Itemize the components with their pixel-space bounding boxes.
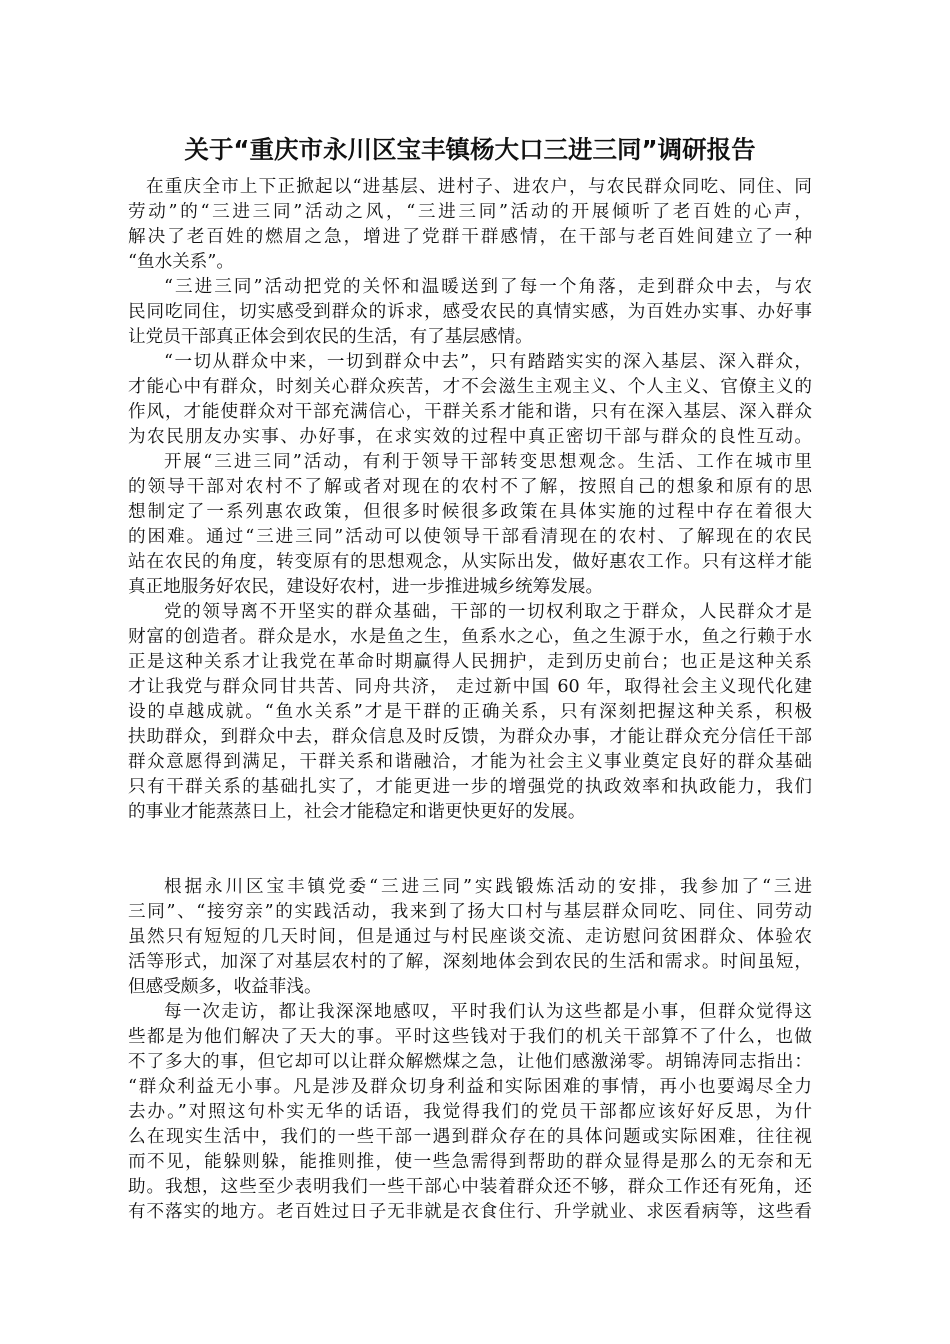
text-line: 活等形式，加深了对基层农村的了解，深刻地体会到农民的生活和需求。时间虽短， <box>128 952 812 972</box>
text-line: 党的领导离不开坚实的群众基础，干部的一切权利取之于群众，人民群众才是 <box>164 602 812 622</box>
paragraph-2 <box>128 275 812 350</box>
text-line: 在重庆全市上下正掀起以“进基层、进村子、进农户，与农民群众同吃、同住、同 <box>146 177 812 197</box>
text-line: 站在农民的角度，转变原有的思想观念，从实际出发，做好惠农工作。只有这样才能 <box>128 552 812 572</box>
text-line: 解决了老百姓的燃眉之急，增进了党群干群感情，在干部与老百姓间建立了一种 <box>128 227 812 247</box>
document-title: 关于“重庆市永川区宝丰镇杨大口三进三同”调研报告 <box>184 135 756 164</box>
text-line: 作风，才能使群众对干部充满信心，干群关系才能和谐，只有在深入基层、深入群众 <box>128 402 812 422</box>
text-line: 的领导干部对农村不了解或者对现在的农村不了解，按照自己的想象和原有的思 <box>128 477 812 497</box>
text-line: 真正地服务好农民，建设好农村，进一步推进城乡统筹发展。 <box>128 577 604 597</box>
text-line: 有不落实的地方。老百姓过日子无非就是衣食住行、升学就业、求医看病等，这些看 <box>128 1202 812 1222</box>
text-line: 虽然只有短短的几天时间，但是通过与村民座谈交流、走访慰问贫困群众、体验农 <box>128 927 812 947</box>
paragraph-5 <box>128 600 812 825</box>
paragraph-6 <box>128 875 812 1000</box>
text-line: “群众利益无小事。凡是涉及群众切身利益和实际困难的事情，再小也要竭尽全力 <box>128 1077 812 1097</box>
text-line: 民同吃同住，切实感受到群众的诉求，感受农民的真情实感，为百姓办实事、办好事 <box>128 302 812 322</box>
text-line: 的困难。通过“三进三同”活动可以使领导干部看清现在的农村、了解现在的农民 <box>128 527 812 547</box>
text-line: “鱼水关系”。 <box>128 252 234 272</box>
text-line: 设的卓越成就。“鱼水关系”才是干群的正确关系，只有深刻把握这种关系，积极 <box>128 702 812 722</box>
text-line: 正是这种关系才让我党在革命时期赢得人民拥护，走到历史前台；也正是这种关系 <box>128 652 812 672</box>
text-line: 而不见，能躲则躲，能推则推，使一些急需得到帮助的群众显得是那么的无奈和无 <box>128 1152 812 1172</box>
text-line: 财富的创造者。群众是水，水是鱼之生，鱼系水之心，鱼之生源于水，鱼之行赖于水 <box>128 627 812 647</box>
text-line: 让党员干部真正体会到农民的生活，有了基层感情。 <box>128 327 533 347</box>
text-line: 为农民朋友办实事、办好事，在求实效的过程中真正密切干部与群众的良性互动。 <box>128 427 812 447</box>
paragraph-1 <box>128 175 812 275</box>
text-line: 想制定了一系列惠农政策，但很多时候很多政策在具体实施的过程中存在着很大 <box>128 502 812 522</box>
document-body <box>128 175 812 1225</box>
paragraph-7 <box>128 1000 812 1225</box>
text-line: “一切从群众中来，一切到群众中去”，只有踏踏实实的深入基层、深入群众， <box>164 352 812 372</box>
text-line: “三进三同”活动把党的关怀和温暖送到了每一个角落，走到群众中去，与农 <box>164 277 812 297</box>
text-line: 三同”、“接穷亲”的实践活动，我来到了扬大口村与基层群众同吃、同住、同劳动 <box>128 902 812 922</box>
text-line: 根据永川区宝丰镇党委“三进三同”实践锻炼活动的安排，我参加了“三进 <box>164 877 812 897</box>
text-line: 但感受颇多，收益菲浅。 <box>128 977 322 997</box>
text-line: 不了多大的事，但它却可以让群众解燃煤之急，让他们感激涕零。胡锦涛同志指出： <box>128 1052 812 1072</box>
text-line: 只有干群关系的基础扎实了，才能更进一步的增强党的执政效率和执政能力，我们 <box>128 777 812 797</box>
paragraph-3 <box>128 350 812 450</box>
paragraph-4 <box>128 450 812 600</box>
text-line: 么在现实生活中，我们的一些干部一遇到群众存在的具体问题或实际困难，往往视 <box>128 1127 812 1147</box>
text-line: 开展“三进三同”活动，有利于领导干部转变思想观念。生活、工作在城市里 <box>164 452 812 472</box>
section-gap <box>128 825 812 875</box>
text-line: 的事业才能蒸蒸日上，社会才能稳定和谐更快更好的发展。 <box>128 802 586 822</box>
text-line: 群众意愿得到满足，干群关系和谐融洽，才能为社会主义事业奠定良好的群众基础 <box>128 752 812 772</box>
text-line: 才能心中有群众，时刻关心群众疾苦，才不会滋生主观主义、个人主义、官僚主义的 <box>128 377 812 397</box>
text-line: 劳动”的“三进三同”活动之风，“三进三同”活动的开展倾听了老百姓的心声， <box>128 202 812 222</box>
text-line: 助。我想，这些至少表明我们一些干部心中装着群众还不够，群众工作还有死角，还 <box>128 1177 812 1197</box>
text-line: 每一次走访，都让我深深地感叹，平时我们认为这些都是小事，但群众觉得这 <box>164 1002 812 1022</box>
text-line: 扶助群众，到群众中去，群众信息及时反馈，为群众办事，才能让群众充分信任干部 <box>128 727 812 747</box>
text-line: 些都是为他们解决了天大的事。平时这些钱对于我们的机关干部算不了什么，也做 <box>128 1027 812 1047</box>
text-line: 才让我党与群众同甘共苦、同舟共济， 走过新中国 60 年，取得社会主义现代化建 <box>128 677 812 697</box>
text-line: 去办。”对照这句朴实无华的话语，我觉得我们的党员干部都应该好好反思，为什 <box>128 1102 812 1122</box>
